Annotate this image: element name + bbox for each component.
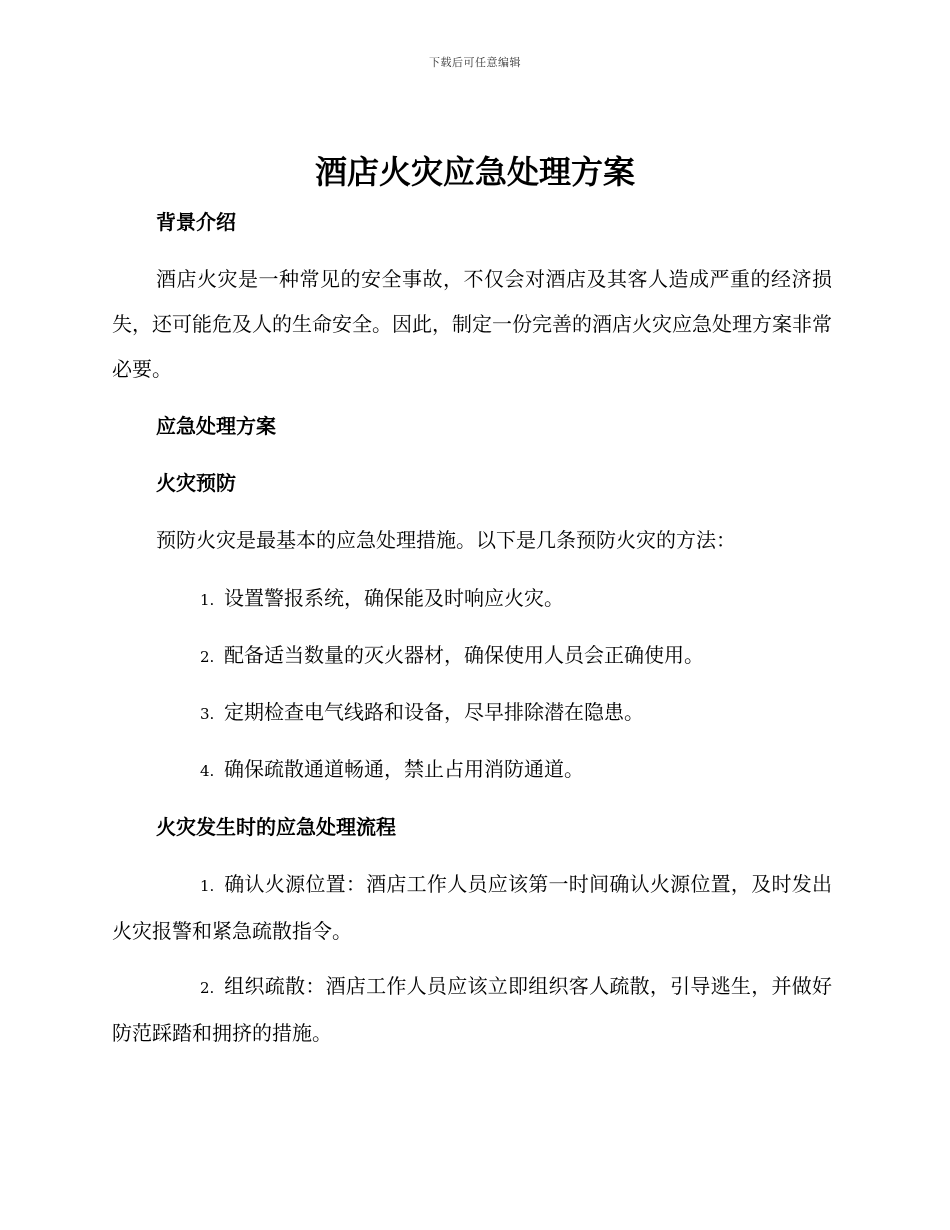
section-heading-plan: 应急处理方案 [156, 414, 276, 438]
list-item-number: 1. [200, 591, 215, 609]
prevention-list-item [112, 633, 832, 680]
section-heading-background: 背景介绍 [156, 210, 236, 234]
prevention-list-item [112, 690, 832, 737]
list-item-text: 组织疏散：酒店工作人员应该立即组织客人疏散，引导逃生，并做好防范踩踏和拥挤的措施。 [112, 974, 832, 1045]
document-title: 酒店火灾应急处理方案 [314, 153, 635, 191]
list-item-number: 1. [200, 877, 215, 895]
list-item-text: 确认火源位置：酒店工作人员应该第一时间确认火源位置，及时发出火灾报警和紧急疏散指令。 [112, 872, 832, 943]
page-header-note: 下载后可任意编辑 [429, 56, 521, 69]
list-item-number: 2. [200, 979, 215, 997]
list-item-number: 2. [200, 648, 215, 666]
list-item-text: 配备适当数量的灭火器材，确保使用人员会正确使用。 [224, 643, 704, 667]
list-item-text: 定期检查电气线路和设备，尽早排除潜在隐患。 [224, 700, 644, 724]
background-paragraph: 酒店火灾是一种常见的安全事故，不仅会对酒店及其客人造成严重的经济损失，还可能危及人的生命安全。因此，制定一份完善的酒店火灾应急处理方案非常必要。 [112, 267, 832, 381]
section-heading-prevention: 火灾预防 [156, 471, 236, 495]
list-item-number: 3. [200, 705, 215, 723]
list-item-number: 4. [200, 762, 215, 780]
list-item-text: 确保疏散通道畅通，禁止占用消防通道。 [224, 757, 584, 781]
section-heading-procedure: 火灾发生时的应急处理流程 [156, 815, 396, 839]
procedure-list-item [112, 862, 832, 954]
prevention-list-item [112, 747, 832, 794]
prevention-list-item [112, 576, 832, 623]
list-item-text: 设置警报系统，确保能及时响应火灾。 [224, 586, 564, 610]
prevention-intro: 预防火灾是最基本的应急处理措施。以下是几条预防火灾的方法： [156, 528, 736, 552]
procedure-list-item [112, 964, 832, 1056]
